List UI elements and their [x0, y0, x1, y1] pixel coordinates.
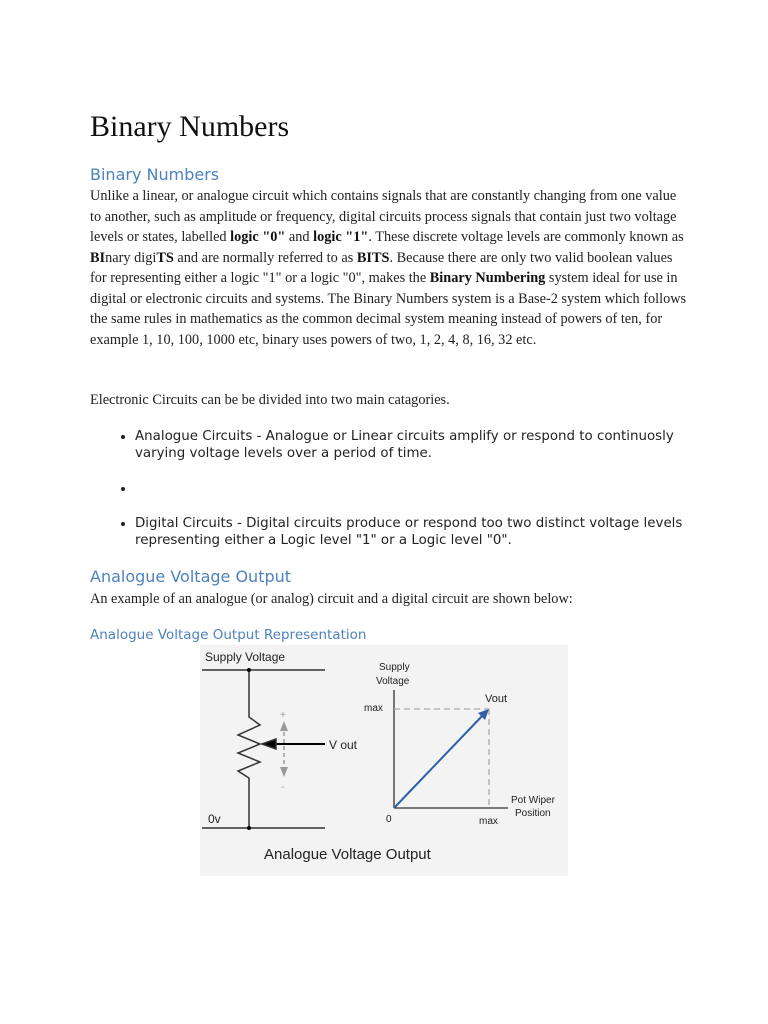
section-heading-analogue-voltage-output: Analogue Voltage Output: [90, 567, 292, 586]
example-paragraph: An example of an analogue (or analog) circuit and a digital circuit are shown below:: [90, 591, 573, 607]
potentiometer-circuit: [202, 670, 325, 828]
bold-text: Binary Numbering: [429, 270, 546, 286]
bold-text: BI: [90, 249, 106, 266]
supply-voltage-label: Supply Voltage: [205, 650, 286, 664]
categories-paragraph: Electronic Circuits can be be divided into two main catagories.: [90, 392, 450, 408]
bold-text: logic "1": [313, 229, 369, 245]
y-axis-label: Supply: [379, 662, 410, 673]
bold-text: TS: [156, 249, 174, 266]
bold-text: logic "0": [230, 229, 286, 245]
text: nary digi: [105, 249, 157, 266]
bold-text: BITS: [356, 249, 390, 266]
section-heading-binary-numbers: Binary Numbers: [90, 165, 220, 184]
max-y-label: max: [364, 703, 383, 714]
circuit-list: [90, 428, 695, 567]
list-item: [135, 480, 695, 497]
intro-paragraph: [90, 186, 690, 350]
text: and: [285, 229, 314, 245]
text: and are normally referred to as: [173, 249, 357, 266]
text: . Because there are only two valid boolean values for representing either a logic "1" or a logic "0", makes the: [90, 249, 673, 286]
text: Unlike a linear, or analogue circuit which contains signals that are constantly changing from one value to another, such as amplitude or frequency, digital circuits process signals that contain just two voltage levels or states, labelled: [90, 188, 677, 245]
y-axis-label: Voltage: [376, 676, 410, 687]
plus-label: +: [280, 710, 286, 721]
text: system ideal for use in digital or electronic circuits and systems. The Binary Numbers system is a Base-2 system which follows the same rules in mathematics as the common decimal system meaning instead of powers of ten, for example 1, 10, 100, 1000 etc, binary uses powers of two, 1, 2, 4, 8, 16, 32 etc.: [90, 270, 687, 348]
x-axis-label: Position: [515, 808, 551, 819]
analogue-voltage-diagram: [200, 645, 568, 876]
max-x-label: max: [479, 816, 498, 827]
minus-label: -: [281, 782, 285, 793]
line-label: Vout: [485, 693, 508, 705]
list-item: • Digital Circuits - Digital circuits produce or respond too two distinct voltage levels representing either a Logic level "1" or a Logic level "0".: [135, 515, 695, 549]
diagram-caption: Analogue Voltage Output: [264, 846, 431, 863]
vout-line: [394, 714, 484, 808]
zero-volt-label: 0v: [208, 812, 221, 826]
subheading-representation: Analogue Voltage Output Representation: [90, 627, 367, 643]
list-item: • Analogue Circuits - Analogue or Linear circuits amplify or respond to continuosly varying voltage levels over a period of time.: [135, 428, 695, 462]
x-axis-label: Pot Wiper: [511, 795, 555, 806]
vout-label: V out: [329, 738, 358, 752]
page-title: Binary Numbers: [90, 110, 290, 143]
origin-label: 0: [386, 814, 392, 825]
text: . These discrete voltage levels are commonly known as: [368, 229, 684, 245]
